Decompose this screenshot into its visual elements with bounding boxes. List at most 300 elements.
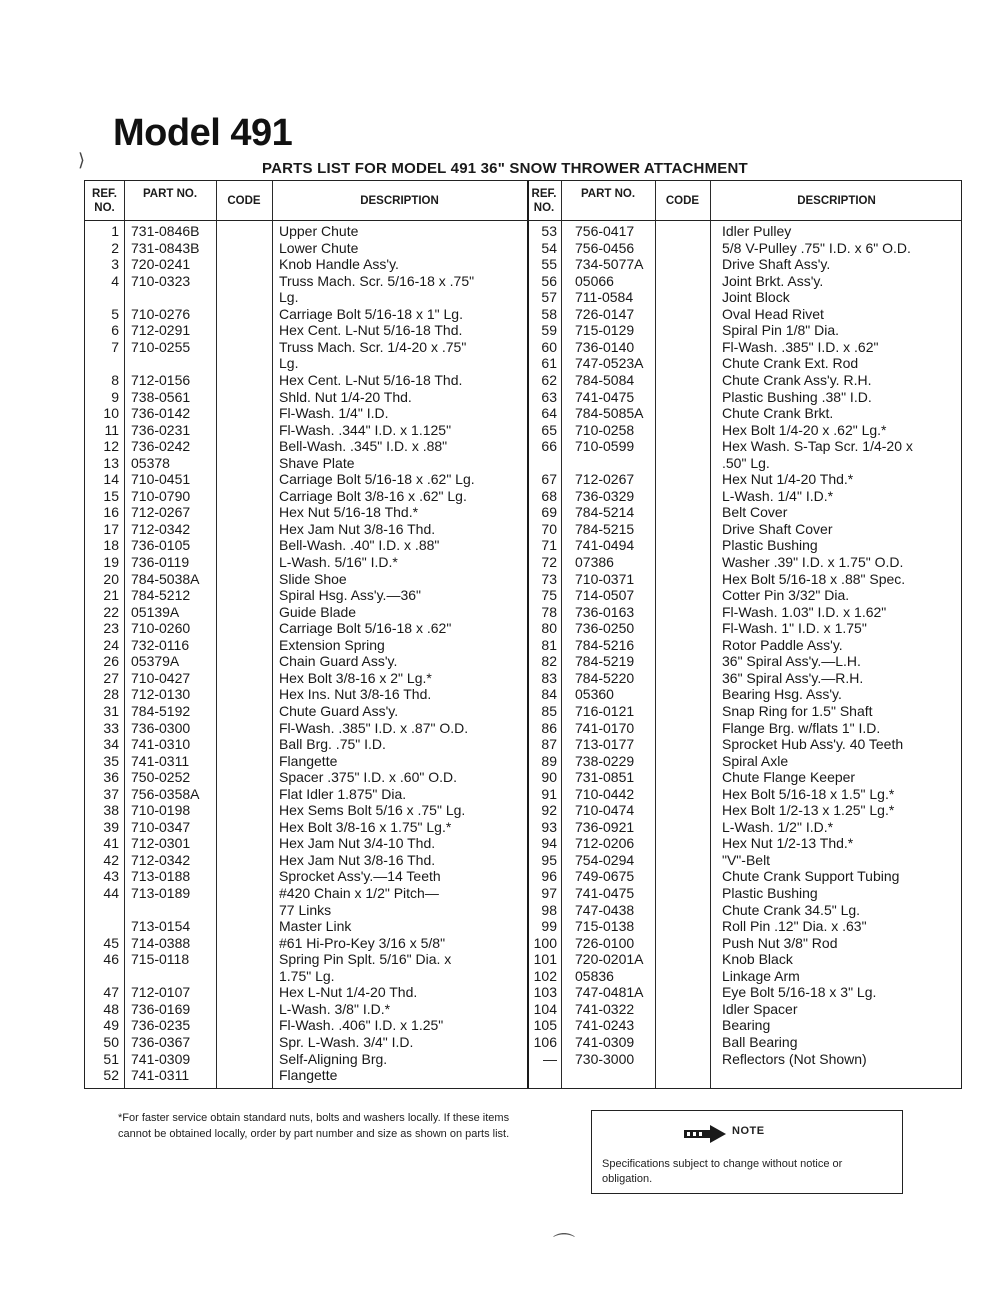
right-table-row <box>85 720 961 736</box>
ref-no: 81 <box>541 636 557 653</box>
right-table-row <box>85 1034 961 1050</box>
right-table-row <box>85 968 961 984</box>
part-no: 750-0252 <box>131 769 191 786</box>
part-no: 784-5214 <box>575 504 635 521</box>
description: Oval Head Rivet <box>722 305 824 322</box>
right-table-row <box>85 488 961 504</box>
ref-no: 26 <box>103 653 119 670</box>
ref-no: 66 <box>541 438 557 455</box>
part-no: 756-0358A <box>131 785 200 802</box>
part-no: 736-0300 <box>131 719 191 736</box>
ref-no: 38 <box>103 802 119 819</box>
description: Hex Sems Bolt 5/16 x .75" Lg. <box>279 802 466 819</box>
description: Chain Guard Ass'y. <box>279 653 398 670</box>
description: Hex Cent. L-Nut 5/16-18 Thd. <box>279 371 463 388</box>
description: Hex Nut 1/4-20 Thd.* <box>722 471 854 488</box>
description: #61 Hi-Pro-Key 3/16 x 5/8" <box>279 934 446 951</box>
right-table-row <box>85 802 961 818</box>
part-no: 710-0276 <box>131 305 191 322</box>
part-no: 747-0438 <box>575 901 635 918</box>
part-no: 710-0347 <box>131 818 191 835</box>
part-no: 05379A <box>131 653 180 670</box>
ref-no: 37 <box>103 785 119 802</box>
description: Hex Cent. L-Nut 5/16-18 Thd. <box>279 322 463 339</box>
ref-no: 3 <box>111 256 119 273</box>
part-no: 747-0481A <box>575 984 644 1001</box>
ref-no: 104 <box>533 1000 557 1017</box>
ref-no: 105 <box>533 1017 557 1034</box>
description: Drive Shaft Cover <box>722 520 833 537</box>
note-box <box>591 1110 903 1194</box>
part-no: 734-5077A <box>575 256 644 273</box>
ref-no: 58 <box>541 305 557 322</box>
description: 36" Spiral Ass'y.—R.H. <box>722 669 864 686</box>
footnote: *For faster service obtain standard nuts, bolts and washers locally. If these items cannot be obtained locally, order by part number and size as shown on parts list. <box>118 1112 510 1140</box>
description: Hex Bolt 1/4-20 x .62" Lg.* <box>722 421 887 438</box>
part-no: 712-0107 <box>131 984 191 1001</box>
description: Chute Flange Keeper <box>722 769 856 786</box>
description: Lower Chute <box>279 239 359 256</box>
part-no: 720-0201A <box>575 951 644 968</box>
ref-no: 18 <box>103 537 119 554</box>
ref-no: 78 <box>541 603 557 620</box>
part-no: 710-0474 <box>575 802 635 819</box>
ref-no: 48 <box>103 1000 119 1017</box>
description: Self-Aligning Brg. <box>279 1050 388 1067</box>
description: L-Wash. 1/2" I.D.* <box>722 818 834 835</box>
ref-no: 36 <box>103 769 119 786</box>
ref-no: 60 <box>541 338 557 355</box>
ref-no: 22 <box>103 603 119 620</box>
description: Fl-Wash. .406" I.D. x 1.25" <box>279 1017 444 1034</box>
scan-scribble: ⌒ <box>553 1232 576 1257</box>
right-table-row <box>85 587 961 603</box>
description: Rotor Paddle Ass'y. <box>722 636 843 653</box>
part-no: 741-0243 <box>575 1017 635 1034</box>
description: Chute Crank Ass'y. R.H. <box>722 371 872 388</box>
description: Hex Bolt 3/8-16 x 2" Lg.* <box>279 669 432 686</box>
part-no: 731-0851 <box>575 769 635 786</box>
part-no: 784-5219 <box>575 653 635 670</box>
ref-no: 51 <box>103 1050 119 1067</box>
part-no: 736-0163 <box>575 603 635 620</box>
ref-no: 9 <box>111 388 119 405</box>
description: Hex Nut 5/16-18 Thd.* <box>279 504 419 521</box>
right-table-row <box>85 819 961 835</box>
part-no: 713-0177 <box>575 736 635 753</box>
part-no: 07386 <box>575 554 614 570</box>
ref-no: 5 <box>111 305 119 322</box>
description: L-Wash. 3/8" I.D.* <box>279 1000 391 1017</box>
ref-no: 23 <box>103 620 119 637</box>
ref-no: 41 <box>103 835 119 852</box>
part-no: 741-0494 <box>575 537 635 554</box>
part-no: 712-0342 <box>131 520 191 537</box>
part-no: 05360 <box>575 686 614 703</box>
part-no: 741-0311 <box>131 1067 190 1084</box>
part-no: 736-0242 <box>131 438 191 455</box>
part-no: 05066 <box>575 272 614 289</box>
part-no: 712-0291 <box>131 322 191 339</box>
ref-no: 69 <box>541 504 557 521</box>
description: Extension Spring <box>279 636 385 653</box>
description: Roll Pin .12" Dia. x .63" <box>722 918 867 935</box>
note-heading: NOTE <box>732 1125 765 1137</box>
description: Chute Crank Brkt. <box>722 405 834 422</box>
ref-no: 2 <box>111 239 119 256</box>
part-no: 710-0790 <box>131 487 191 504</box>
description: Hex Jam Nut 3/8-16 Thd. <box>279 520 436 537</box>
part-no: 756-0456 <box>575 239 635 256</box>
ref-no: 93 <box>541 818 557 835</box>
description: Flat Idler 1.875" Dia. <box>279 785 407 802</box>
description: Plastic Bushing <box>722 885 818 901</box>
ref-no: 90 <box>541 769 557 786</box>
part-no: 741-0309 <box>575 1033 635 1050</box>
ref-no: 97 <box>541 885 557 901</box>
description: Carriage Bolt 5/16-18 x .62" <box>279 620 452 637</box>
description: Snap Ring for 1.5" Shaft <box>722 702 873 719</box>
table-header <box>85 181 961 221</box>
right-table-row <box>85 1017 961 1033</box>
description: Master Link <box>279 918 352 935</box>
description: Fl-Wash. 1.03" I.D. x 1.62" <box>722 603 887 620</box>
right-table-row <box>85 637 961 653</box>
description: Spr. L-Wash. 3/4" I.D. <box>279 1033 414 1050</box>
part-no: 738-0561 <box>131 388 191 405</box>
ref-no: 75 <box>541 587 557 604</box>
description: Shld. Nut 1/4-20 Thd. <box>279 388 412 405</box>
ref-no: 4 <box>111 272 119 289</box>
ref-no: 13 <box>103 454 119 471</box>
description: Idler Spacer <box>722 1000 798 1017</box>
description: Linkage Arm <box>722 967 800 984</box>
ref-no: 17 <box>103 520 119 537</box>
part-no: 784-5216 <box>575 636 635 653</box>
part-no: 711-0584 <box>575 289 634 306</box>
part-no: 736-0921 <box>575 818 635 835</box>
description: 36" Spiral Ass'y.—L.H. <box>722 653 861 670</box>
right-table-row <box>85 422 961 438</box>
right-table-row <box>85 736 961 752</box>
part-no: 736-0119 <box>131 554 190 570</box>
part-no: 784-5084 <box>575 371 635 388</box>
ref-no: 45 <box>103 934 119 951</box>
ref-no: 16 <box>103 504 119 521</box>
ref-no: 103 <box>533 984 557 1001</box>
right-table-row <box>85 1051 961 1067</box>
ref-no: 19 <box>103 554 119 570</box>
ref-no: 62 <box>541 371 557 388</box>
part-no: 738-0229 <box>575 752 635 769</box>
part-no: 784-5038A <box>131 570 200 587</box>
part-no: 736-0169 <box>131 1000 191 1017</box>
ref-no: 102 <box>533 967 557 984</box>
right-table-row <box>85 984 961 1000</box>
part-no: 784-5215 <box>575 520 635 537</box>
description: Sprocket Hub Ass'y. 40 Teeth <box>722 736 904 753</box>
part-no: 736-0250 <box>575 620 635 637</box>
right-table-row <box>85 703 961 719</box>
description: #420 Chain x 1/2" Pitch— <box>279 885 439 901</box>
ref-no: 7 <box>111 338 119 355</box>
part-no: 756-0417 <box>575 223 635 239</box>
part-no: 710-0427 <box>131 669 191 686</box>
description: Upper Chute <box>279 223 359 239</box>
ref-no: 54 <box>541 239 557 256</box>
part-no: 713-0154 <box>131 918 191 935</box>
right-table-row <box>85 355 961 371</box>
ref-no: 44 <box>103 885 119 901</box>
right-table-row <box>85 885 961 901</box>
scan-mark: ⟩ <box>78 150 86 170</box>
ref-no: 101 <box>533 951 557 968</box>
description: .50" Lg. <box>722 454 770 471</box>
description: Carriage Bolt 5/16-18 x .62" Lg. <box>279 471 475 488</box>
right-table-row <box>85 339 961 355</box>
ref-no: 63 <box>541 388 557 405</box>
right-table-row <box>85 620 961 636</box>
part-no: 784-5220 <box>575 669 635 686</box>
ref-no: 35 <box>103 752 119 769</box>
description: Joint Block <box>722 289 790 306</box>
part-no: 736-0105 <box>131 537 191 554</box>
description: Hex Jam Nut 3/4-10 Thd. <box>279 835 436 852</box>
header-description-2: DESCRIPTION <box>797 195 876 207</box>
ref-no: 91 <box>541 785 557 802</box>
description: Hex Jam Nut 3/8-16 Thd. <box>279 851 436 868</box>
right-table-row <box>85 604 961 620</box>
ref-no: 72 <box>541 554 557 570</box>
part-no: 736-0140 <box>575 338 635 355</box>
description: Hex Bolt 3/8-16 x 1.75" Lg.* <box>279 818 452 835</box>
part-no: 726-0147 <box>575 305 635 322</box>
ref-no: 85 <box>541 702 557 719</box>
part-no: 715-0129 <box>575 322 635 339</box>
part-no: 05836 <box>575 967 614 984</box>
part-no: 712-0156 <box>131 371 191 388</box>
part-no: 710-0258 <box>575 421 635 438</box>
part-no: 730-3000 <box>575 1050 635 1067</box>
arrow-right-icon <box>684 1125 726 1148</box>
ref-no: 15 <box>103 487 119 504</box>
ref-no: 8 <box>111 371 119 388</box>
description: Flangette <box>279 1067 338 1084</box>
description: Joint Brkt. Ass'y. <box>722 272 824 289</box>
description: Chute Guard Ass'y. <box>279 702 399 719</box>
description: Knob Black <box>722 951 793 968</box>
ref-no: 28 <box>103 686 119 703</box>
ref-no: 89 <box>541 752 557 769</box>
ref-no: 56 <box>541 272 557 289</box>
description: Hex Bolt 1/2-13 x 1.25" Lg.* <box>722 802 895 819</box>
part-no: 732-0116 <box>131 636 190 653</box>
right-table-row <box>85 372 961 388</box>
right-table-row <box>85 769 961 785</box>
ref-no: 27 <box>103 669 119 686</box>
part-no: 741-0475 <box>575 885 635 901</box>
right-table-row <box>85 868 961 884</box>
part-no: 710-0442 <box>575 785 635 802</box>
right-table-row <box>85 256 961 272</box>
description: 1.75" Lg. <box>279 967 335 984</box>
description: Plastic Bushing <box>722 537 818 554</box>
description: Carriage Bolt 3/8-16 x .62" Lg. <box>279 487 467 504</box>
right-table-row <box>85 504 961 520</box>
description: Belt Cover <box>722 504 788 521</box>
ref-no: 52 <box>103 1067 119 1084</box>
description: Spring Pin Splt. 5/16" Dia. x <box>279 951 452 968</box>
ref-no: 14 <box>103 471 119 488</box>
description: Chute Crank 34.5" Lg. <box>722 901 861 918</box>
description: Fl-Wash. .344" I.D. x 1.125" <box>279 421 452 438</box>
description: Eye Bolt 5/16-18 x 3" Lg. <box>722 984 877 1001</box>
description: Push Nut 3/8" Rod <box>722 934 838 951</box>
ref-no: 67 <box>541 471 557 488</box>
part-no: 712-0206 <box>575 835 635 852</box>
part-no: 736-0231 <box>131 421 191 438</box>
left-table-row <box>85 1067 961 1083</box>
right-table-row <box>85 455 961 471</box>
ref-no: 95 <box>541 851 557 868</box>
ref-no: 43 <box>103 868 119 885</box>
part-no: 712-0267 <box>575 471 635 488</box>
right-table-row <box>85 951 961 967</box>
description: Drive Shaft Ass'y. <box>722 256 831 273</box>
part-no: 714-0507 <box>575 587 635 604</box>
description: Lg. <box>279 355 299 372</box>
part-no: 736-0142 <box>131 405 191 422</box>
ref-no: 99 <box>541 918 557 935</box>
part-no: 720-0241 <box>131 256 191 273</box>
right-table-row <box>85 571 961 587</box>
parts-table <box>84 180 962 1089</box>
description: Lg. <box>279 289 299 306</box>
part-no: 784-5085A <box>575 405 644 422</box>
ref-no: 21 <box>103 587 119 604</box>
right-table-row <box>85 835 961 851</box>
ref-no: 39 <box>103 818 119 835</box>
header-code: CODE <box>227 195 261 207</box>
description: Hex Ins. Nut 3/8-16 Thd. <box>279 686 432 703</box>
part-no: 05139A <box>131 603 180 620</box>
ref-no: 65 <box>541 421 557 438</box>
description: Plastic Bushing .38" I.D. <box>722 388 872 405</box>
description: 77 Links <box>279 901 332 918</box>
part-no: 715-0118 <box>131 951 190 968</box>
ref-no: 96 <box>541 868 557 885</box>
ref-no: 6 <box>111 322 119 339</box>
ref-no: 34 <box>103 736 119 753</box>
description: Ball Brg. .75" I.D. <box>279 736 386 753</box>
right-table-row <box>85 389 961 405</box>
description: Knob Handle Ass'y. <box>279 256 399 273</box>
header-ref-2: REF. NO. <box>531 188 557 214</box>
description: Hex L-Nut 1/4-20 Thd. <box>279 984 418 1001</box>
ref-no: 84 <box>541 686 557 703</box>
part-no: 784-5192 <box>131 702 191 719</box>
right-table-row <box>85 670 961 686</box>
note-text: Specifications subject to change without notice or obligation. <box>602 1158 843 1185</box>
part-no: 741-0475 <box>575 388 635 405</box>
right-table-row <box>85 554 961 570</box>
description: L-Wash. 1/4" I.D.* <box>722 487 834 504</box>
part-no: 710-0323 <box>131 272 191 289</box>
page-subtitle: PARTS LIST FOR MODEL 491 36" SNOW THROWER ATTACHMENT <box>262 160 748 177</box>
description: Hex Bolt 5/16-18 x .88" Spec. <box>722 570 906 587</box>
part-no: 713-0188 <box>131 868 191 885</box>
description: Truss Mach. Scr. 5/16-18 x .75" <box>279 272 475 289</box>
right-table-row <box>85 322 961 338</box>
ref-no: 82 <box>541 653 557 670</box>
ref-no: 94 <box>541 835 557 852</box>
part-no: 05378 <box>131 454 170 471</box>
description: L-Wash. 5/16" I.D.* <box>279 554 398 570</box>
part-no: 741-0322 <box>575 1000 635 1017</box>
part-no: 710-0198 <box>131 802 191 819</box>
description: Flangette <box>279 752 338 769</box>
description: Fl-Wash. .385" I.D. x .62" <box>722 338 879 355</box>
ref-no: 70 <box>541 520 557 537</box>
description: Guide Blade <box>279 603 357 620</box>
header-description: DESCRIPTION <box>360 195 439 207</box>
ref-no: 73 <box>541 570 557 587</box>
right-table-row <box>85 686 961 702</box>
ref-no: 100 <box>533 934 557 951</box>
description: Hex Nut 1/2-13 Thd.* <box>722 835 854 852</box>
description: Chute Crank Support Tubing <box>722 868 900 885</box>
description: Flange Brg. w/flats 1" I.D. <box>722 719 881 736</box>
description: Shave Plate <box>279 454 355 471</box>
description: Bearing Hsg. Ass'y. <box>722 686 842 703</box>
ref-no: 83 <box>541 669 557 686</box>
description: Spiral Axle <box>722 752 789 769</box>
part-no: 726-0100 <box>575 934 635 951</box>
ref-no: 106 <box>533 1033 557 1050</box>
right-table-row <box>85 653 961 669</box>
right-table-row <box>85 935 961 951</box>
right-table-row <box>85 852 961 868</box>
ref-no: 33 <box>103 719 119 736</box>
description: Truss Mach. Scr. 1/4-20 x .75" <box>279 338 467 355</box>
ref-no: 68 <box>541 487 557 504</box>
part-no: 731-0846B <box>131 223 200 239</box>
ref-no: 31 <box>103 702 119 719</box>
description: Bearing <box>722 1017 771 1034</box>
part-no: 710-0371 <box>575 570 635 587</box>
part-no: 715-0138 <box>575 918 635 935</box>
part-no: 731-0843B <box>131 239 200 256</box>
ref-no: 42 <box>103 851 119 868</box>
header-part: PART NO. <box>142 188 198 200</box>
header-part-2: PART NO. <box>580 188 636 200</box>
ref-no: 47 <box>103 984 119 1001</box>
ref-no: 80 <box>541 620 557 637</box>
description: Spiral Pin 1/8" Dia. <box>722 322 840 339</box>
description: Fl-Wash. .385" I.D. x .87" O.D. <box>279 719 469 736</box>
part-no: 712-0267 <box>131 504 191 521</box>
part-no: 736-0367 <box>131 1033 191 1050</box>
right-table-row <box>85 521 961 537</box>
description: Fl-Wash. 1/4" I.D. <box>279 405 389 422</box>
description: Bell-Wash. .345" I.D. x .88" <box>279 438 448 455</box>
part-no: 710-0255 <box>131 338 191 355</box>
ref-no: 87 <box>541 736 557 753</box>
description: Bell-Wash. .40" I.D. x .88" <box>279 537 440 554</box>
description: "V"-Belt <box>722 851 771 868</box>
description: Cotter Pin 3/32" Dia. <box>722 587 850 604</box>
page-title: Model 491 <box>113 112 293 154</box>
